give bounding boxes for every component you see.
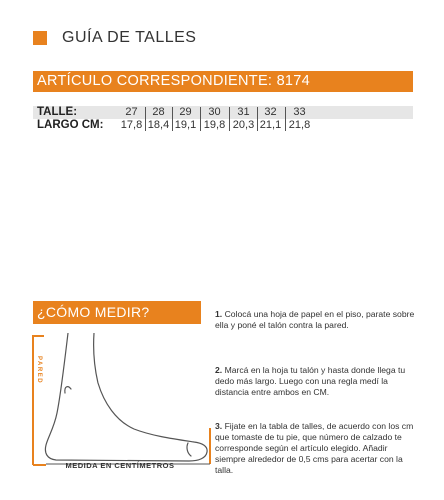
- column-divider: [145, 107, 146, 131]
- column-divider: [172, 107, 173, 131]
- talle-cell: 28: [152, 106, 165, 118]
- step-number: 2.: [215, 365, 223, 375]
- talle-cell: 30: [208, 106, 221, 118]
- foot-measure-diagram: [24, 333, 219, 473]
- talle-row: [33, 106, 413, 119]
- column-divider: [257, 107, 258, 131]
- talle-cell: 32: [264, 106, 277, 118]
- title-accent-square: [33, 31, 47, 45]
- largo-cell: 21,8: [288, 119, 311, 131]
- step-text: Marcá en la hoja tu talón y hasta donde llega tu dedo más largo. Luego con una regla medí la distancia entre ambos en CM.: [215, 365, 406, 397]
- step-text: Colocá una hoja de papel en el piso, parate sobre ella y poné el talón contra la pared.: [215, 309, 415, 330]
- wall-label: PARED: [36, 356, 42, 385]
- largo-cell: 19,8: [203, 119, 226, 131]
- step-text: Fijate en la tabla de talles, de acuerdo con los cm que tomaste de tu pie, que número de calzado te corresponde según el artículo elegido. Añadir siempre alrededor de 0,5 cms para acertar con la talla.: [215, 421, 414, 475]
- talle-label: TALLE:: [37, 106, 78, 118]
- measure-label: MEDIDA EN CENTÍMETROS: [65, 461, 175, 470]
- largo-cell: 19,1: [174, 119, 197, 131]
- largo-row: [33, 119, 413, 132]
- step-number: 3.: [215, 421, 223, 431]
- column-divider: [229, 107, 230, 131]
- column-divider: [285, 107, 286, 131]
- talle-cell: 29: [179, 106, 192, 118]
- step-item: [215, 309, 415, 331]
- talle-cell: 31: [237, 106, 250, 118]
- how-to-measure-title: ¿CÓMO MEDIR?: [33, 301, 201, 324]
- size-table: [33, 106, 413, 132]
- largo-cell: 21,1: [259, 119, 282, 131]
- column-divider: [200, 107, 201, 131]
- largo-label: LARGO CM:: [37, 119, 104, 131]
- page-title: GUÍA DE TALLES: [62, 29, 197, 46]
- article-banner: ARTÍCULO CORRESPONDIENTE: 8174: [33, 71, 413, 92]
- largo-cell: 20,3: [232, 119, 255, 131]
- largo-cell: 17,8: [120, 119, 143, 131]
- talle-cell: 27: [125, 106, 138, 118]
- talle-cell: 33: [293, 106, 306, 118]
- step-number: 1.: [215, 309, 223, 319]
- foot-outline-icon: [45, 333, 207, 461]
- largo-cell: 18,4: [147, 119, 170, 131]
- step-item: [215, 421, 415, 476]
- step-item: [215, 365, 415, 398]
